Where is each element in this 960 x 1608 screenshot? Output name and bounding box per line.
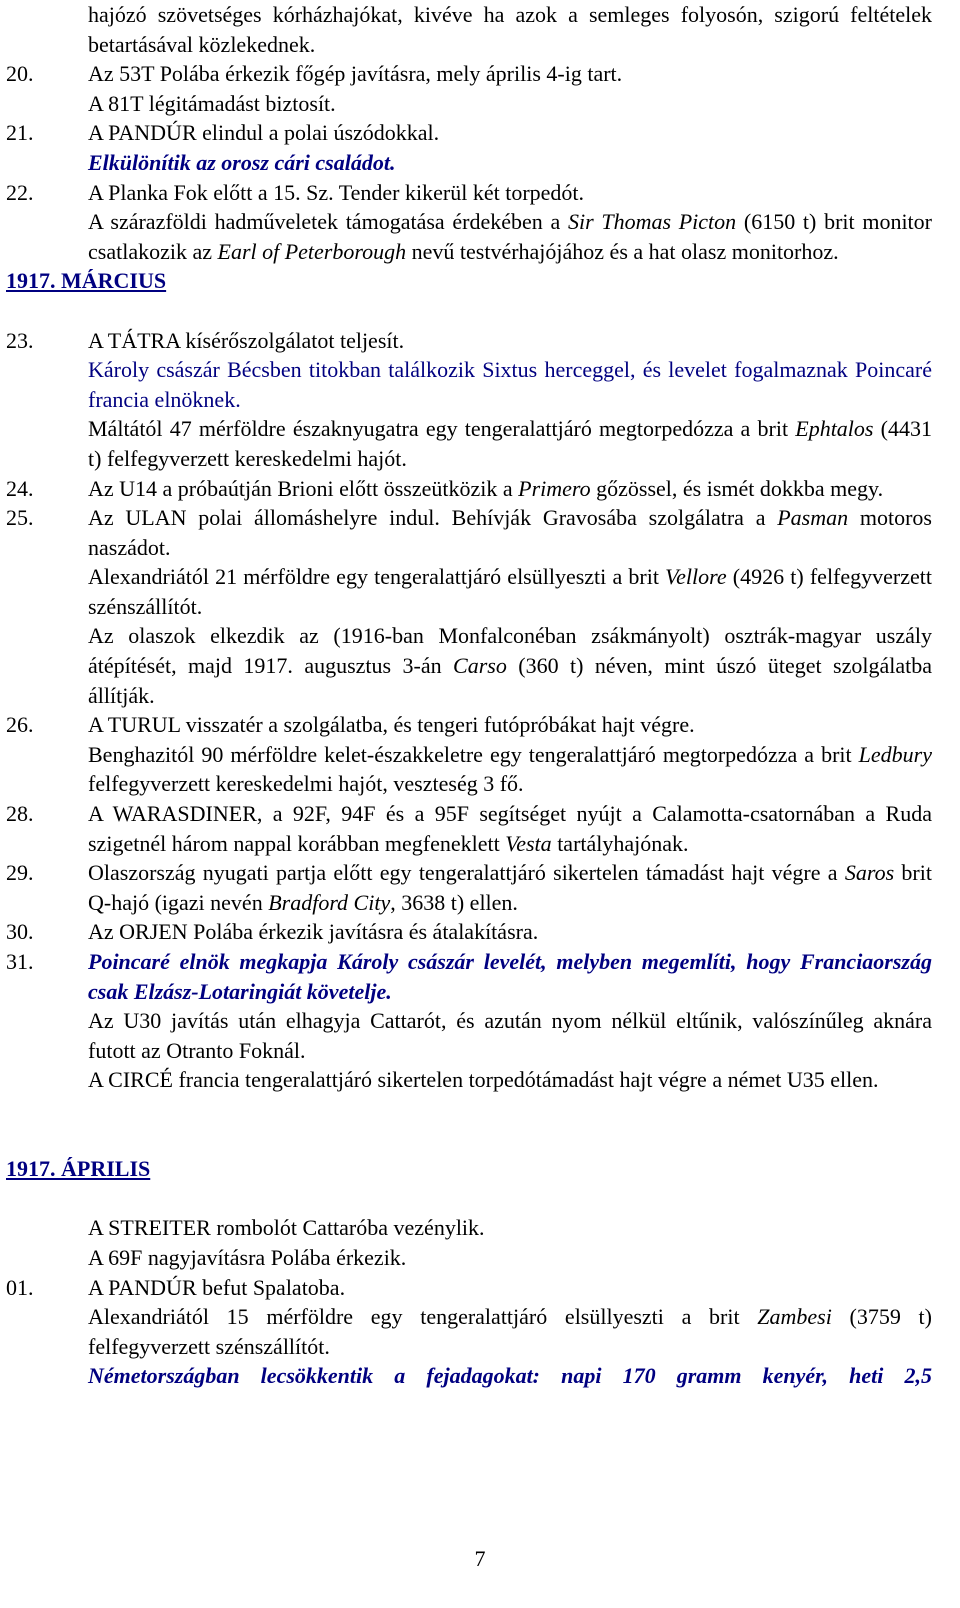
ship-name: Carso — [453, 653, 507, 679]
ship-name: Pasman — [777, 505, 849, 531]
entry-text: hajózó szövetséges kórházhajókat, kivéve ha azok a semleges folyosón, szigorú feltételek betartásával közlekednek. — [88, 2, 932, 57]
entry-text-emphasis: Poincaré elnök megkapja Károly császár levelét, melyben megemlíti, hogy Franciaország csak Elzász-Lotaringiát követelje. — [88, 949, 932, 1004]
page-number: 7 — [474, 1546, 486, 1571]
entry-25-line — [6, 562, 932, 621]
entry-continuation — [6, 0, 932, 59]
entry-day: 31. — [6, 949, 34, 974]
entry-undated — [6, 1243, 932, 1273]
entry-text: A STREITER rombolót Cattaróba vezénylik. — [88, 1215, 485, 1241]
entry-text: Máltától 47 mérföldre északnyugatra egy tengeralattjáró megtorpedózza a brit Ephtalos (4431 t) felfegyverzett kereskedelmi hajót. — [88, 416, 932, 471]
entry-text: Az U14 a próbaútján Brioni előtt összeütközik a Primero gőzössel, és ismét dokkba megy. — [88, 475, 884, 501]
entry-day: 29. — [6, 860, 34, 886]
entry-text-emphasis: Németországban lecsökkentik a fejadagokat: napi 170 gramm kenyér, heti 2,5 — [88, 1363, 932, 1389]
ship-name: Sir Thomas Picton — [567, 209, 737, 235]
entry-day: 23. — [6, 327, 34, 353]
entry-day: 30. — [6, 919, 34, 945]
month-heading-march: 1917. MÁRCIUS — [6, 268, 167, 294]
entry-text: A CIRCÉ francia tengeralattjáró sikertelen torpedótámadást hajt végre a német U35 ellen. — [88, 1067, 879, 1093]
entry-29 — [6, 858, 932, 917]
entry-text: A Planka Fok előtt a 15. Sz. Tender kikerül két torpedót. — [88, 179, 585, 205]
ship-name: Earl of Peterborough — [217, 238, 407, 264]
ship-name: Ephtalos — [795, 416, 874, 442]
entry-text: A TURUL visszatér a szolgálatba, és tengeri futópróbákat hajt végre. — [88, 712, 695, 738]
entry-text: A WARASDINER, a 92F, 94F és a 95F segítséget nyújt a Calamotta-csatornában a Ruda szigetnél három nappal korábban megfeneklett Vesta tartályhajónak. — [88, 801, 932, 856]
entry-text: Az ULAN polai állomáshelyre indul. Behívják Gravosába szolgálatra a Pasman motoros naszádot. — [88, 505, 932, 560]
entry-21 — [6, 118, 932, 148]
entry-day: 01. — [6, 1274, 34, 1300]
entry-text: A PANDÚR befut Spalatoba. — [88, 1274, 346, 1300]
entry-text: Az ORJEN Polába érkezik javításra és átalakításra. — [88, 919, 539, 945]
entry-31-line — [6, 1065, 932, 1095]
entry-26 — [6, 710, 932, 740]
entry-23-line — [6, 355, 932, 414]
entry-text-highlight: Károly császár Bécsben titokban találkozik Sixtus herceggel, és levelet fogalmaznak Poincaré francia elnöknek. — [88, 357, 932, 412]
entry-31-line — [6, 1006, 932, 1065]
entry-25-line — [6, 621, 932, 710]
entry-28 — [6, 799, 932, 858]
entry-30 — [6, 917, 932, 947]
entry-25 — [6, 503, 932, 562]
ship-name: Primero — [518, 475, 591, 501]
ship-name: Bradford City — [268, 889, 391, 915]
ship-name: Vesta — [505, 830, 552, 856]
entry-text: Alexandriától 21 mérföldre egy tengeralattjáró elsüllyeszti a brit Vellore (4926 t) felfegyverzett szénszállítót. — [88, 564, 932, 619]
ship-name: Ledbury — [858, 741, 932, 767]
entry-text: A szárazföldi hadműveletek támogatása érdekében a Sir Thomas Picton (6150 t) brit monitor csatlakozik az Earl of Peterborough nevű testvérhajójához és a hat olasz monitorhoz. — [88, 209, 932, 264]
entry-23-line — [6, 414, 932, 473]
entry-22-line — [6, 207, 932, 266]
ship-name: Vellore — [665, 564, 727, 590]
entry-text: Az U30 javítás után elhagyja Cattarót, és azután nyom nélkül eltűnik, valószínűleg aknára futott az Otranto Foknál. — [88, 1008, 932, 1063]
entry-day: 22. — [6, 179, 34, 205]
entry-day: 21. — [6, 120, 34, 146]
entry-22 — [6, 178, 932, 208]
entry-day: 28. — [6, 801, 34, 827]
entry-01 — [6, 1273, 932, 1303]
entry-text-emphasis: Elkülönítik az orosz cári családot. — [88, 149, 396, 175]
ship-name: Saros — [844, 860, 895, 886]
entry-text: Olaszország nyugati partja előtt egy tengeralattjáró sikertelen támadást hajt végre a Saros brit Q-hajó (igazi nevén Bradford City, 3638 t) ellen. — [88, 860, 932, 915]
entry-text: A 81T légitámadást biztosít. — [88, 90, 336, 116]
entry-text: Az olaszok elkezdik az (1916-ban Monfalconéban zsákmányolt) osztrák-magyar uszály átépítését, majd 1917. augusztus 3-án Carso (360 t) néven, mint úszó üteget szolgálatba állítják. — [88, 623, 932, 708]
entry-01-line — [6, 1361, 932, 1391]
month-heading-april: 1917. ÁPRILIS — [6, 1156, 151, 1182]
entry-text: A 69F nagyjavításra Polába érkezik. — [88, 1244, 407, 1270]
entry-text: Alexandriától 15 mérföldre egy tengeralattjáró elsüllyeszti a brit Zambesi (3759 t) felfegyverzett szénszállítót. — [88, 1304, 932, 1359]
entry-20 — [6, 59, 932, 89]
entry-day: 24. — [6, 475, 34, 501]
entry-text: A PANDÚR elindul a polai úszódokkal. — [88, 120, 440, 146]
entry-day: 26. — [6, 712, 34, 738]
entry-text: Az 53T Polába érkezik főgép javításra, mely április 4-ig tart. — [88, 61, 623, 87]
entry-undated — [6, 1213, 932, 1243]
entry-21-line — [6, 148, 932, 178]
ship-name: Zambesi — [757, 1304, 832, 1330]
entry-24 — [6, 474, 932, 504]
entry-31 — [6, 947, 932, 1006]
entry-20-line — [6, 89, 932, 119]
entry-01-line — [6, 1302, 932, 1361]
entry-day: 25. — [6, 505, 34, 531]
entry-26-line — [6, 740, 932, 799]
entry-day: 20. — [6, 61, 34, 87]
entry-text: Benghazitól 90 mérföldre kelet-északkeletre egy tengeralattjáró megtorpedózza a brit Ledbury felfegyverzett kereskedelmi hajót, veszteség 3 fő. — [88, 741, 932, 797]
entry-text: A TÁTRA kísérőszolgálatot teljesít. — [88, 327, 405, 353]
entry-23 — [6, 326, 932, 356]
